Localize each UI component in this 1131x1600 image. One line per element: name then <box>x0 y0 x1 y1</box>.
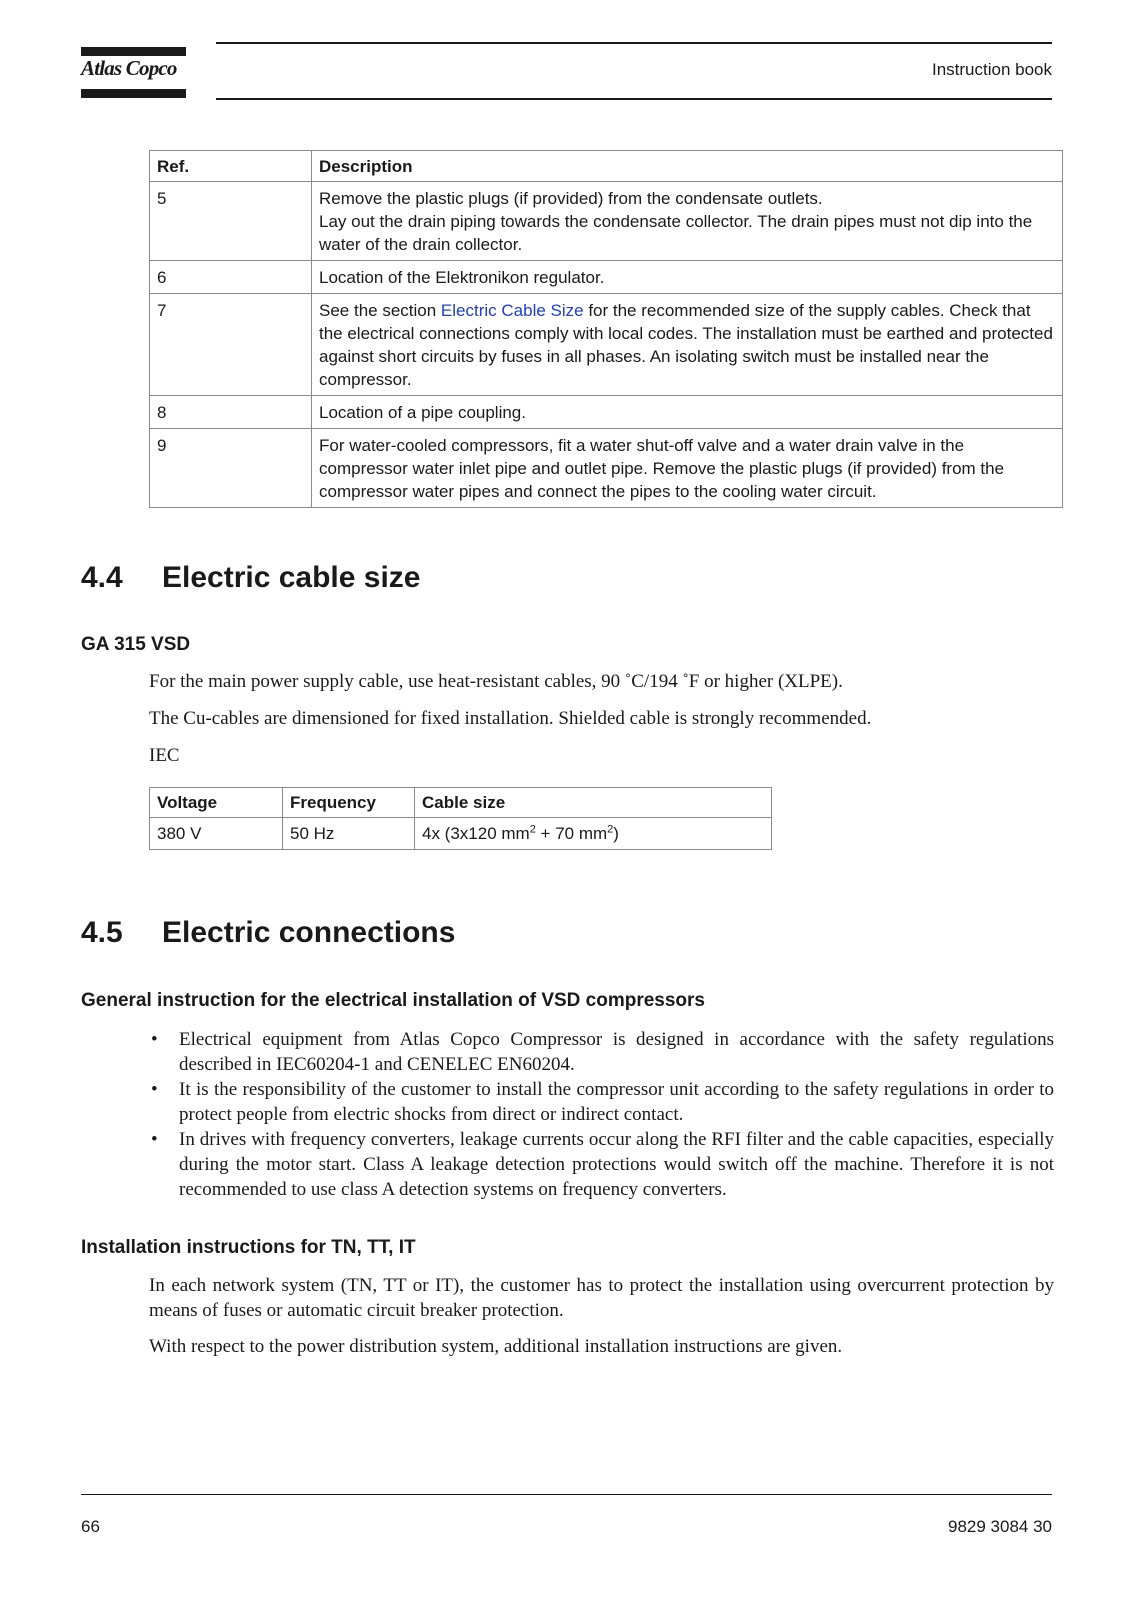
paragraph: The Cu-cables are dimensioned for fixed installation. Shielded cable is strongly recommended. <box>149 708 872 729</box>
paragraph: IEC <box>149 745 180 766</box>
table-row <box>150 261 1063 294</box>
logo-bottom-bar <box>81 89 186 98</box>
section-title: Electric connections <box>162 916 456 949</box>
description-text: See the section <box>319 301 441 320</box>
header-rule-bottom <box>216 98 1052 100</box>
document-number: 9829 3084 30 <box>948 1517 1052 1536</box>
section-number: 4.5 <box>81 916 123 949</box>
cable-size-text: 4x (3x120 mm <box>422 824 530 843</box>
cable-size-text: ) <box>613 824 619 843</box>
paragraph: With respect to the power distribution system, additional installation instructions are given. <box>149 1336 843 1357</box>
superscript: 2 <box>607 823 614 836</box>
section-title: Electric cable size <box>162 561 421 594</box>
table-row <box>150 182 1063 261</box>
list-item <box>149 1077 1054 1127</box>
ref-cell: 8 <box>150 396 312 429</box>
voltage-column-header: Voltage <box>150 788 283 818</box>
frequency-column-header: Frequency <box>283 788 415 818</box>
cable-size-column-header: Cable size <box>415 788 772 818</box>
ref-cell: 6 <box>150 261 312 294</box>
logo-top-bar <box>81 47 186 56</box>
bullet-icon: • <box>151 1029 158 1050</box>
ref-cell: 9 <box>150 429 312 508</box>
ref-column-header: Ref. <box>150 151 312 182</box>
list-item <box>149 1027 1054 1077</box>
reference-table <box>149 150 1063 508</box>
description-cell <box>312 182 1063 261</box>
bullet-list <box>149 1027 1054 1202</box>
table-header-row <box>150 151 1063 182</box>
description-cell <box>312 294 1063 396</box>
bullet-icon: • <box>151 1129 158 1150</box>
table-row <box>150 294 1063 396</box>
list-item-text: It is the responsibility of the customer to install the compressor unit according to the safety regulations in order to protect people from electric shocks from direct or indirect contact. <box>179 1079 1054 1125</box>
superscript: 2 <box>529 823 536 836</box>
section-heading-4-4 <box>81 561 421 595</box>
section-number: 4.4 <box>81 561 123 594</box>
cable-size-cell <box>415 818 772 850</box>
header-rule-top <box>216 42 1052 44</box>
table-row <box>150 818 772 850</box>
brand-logo: Atlas Copco <box>81 56 177 80</box>
ref-cell: 7 <box>150 294 312 396</box>
table-header-row <box>150 788 772 818</box>
subheading-ga-315-vsd: GA 315 VSD <box>81 634 191 655</box>
description-column-header: Description <box>312 151 1063 182</box>
description-line: Remove the plastic plugs (if provided) from the condensate outlets. <box>319 189 823 208</box>
list-item-text: Electrical equipment from Atlas Copco Compressor is designed in accordance with the safety regulations described in IEC60204-1 and CENELEC EN60204. <box>179 1029 1054 1075</box>
description-cell: For water-cooled compressors, fit a water shut-off valve and a water drain valve in the compressor water inlet pipe and outlet pipe. Remove the plastic plugs (if provided) from the compressor water pipes and connect the pipes to the cooling water circuit. <box>312 429 1063 508</box>
cable-size-table <box>149 787 772 850</box>
section-heading-4-5 <box>81 916 455 950</box>
header-title: Instruction book <box>931 60 1052 79</box>
list-item <box>149 1127 1054 1202</box>
list-item-text: In drives with frequency converters, leakage currents occur along the RFI filter and the cable capacities, especially during the motor start. Class A leakage detection protections would switch off the machine. Therefore it is not recommended to use class A detection systems on frequency converters. <box>179 1129 1054 1200</box>
table-row <box>150 429 1063 508</box>
footer-rule <box>81 1494 1052 1495</box>
subheading-installation-instructions: Installation instructions for TN, TT, IT <box>81 1237 416 1258</box>
bullet-icon: • <box>151 1079 158 1100</box>
subheading-general-instruction: General instruction for the electrical installation of VSD compressors <box>81 990 705 1011</box>
description-text: for the recommended size of the supply cables. Check that the electrical connections comply with local codes. The installation must be earthed and protected against short circuits by fuses in all phases. An isolating switch must be installed near the compressor. <box>319 301 1053 389</box>
description-cell: Location of the Elektronikon regulator. <box>312 261 1063 294</box>
description-cell: Location of a pipe coupling. <box>312 396 1063 429</box>
table-row <box>150 396 1063 429</box>
paragraph: For the main power supply cable, use heat-resistant cables, 90 ˚C/194 ˚F or higher (XLPE). <box>149 671 843 692</box>
description-line: Lay out the drain piping towards the condensate collector. The drain pipes must not dip into the water of the drain collector. <box>319 212 1033 254</box>
paragraph: In each network system (TN, TT or IT), the customer has to protect the installation using overcurrent protection by means of fuses or automatic circuit breaker protection. <box>149 1275 1054 1321</box>
page-number: 66 <box>81 1517 100 1536</box>
frequency-cell: 50 Hz <box>283 818 415 850</box>
electric-cable-size-link[interactable]: Electric Cable Size <box>440 301 584 320</box>
ref-cell: 5 <box>150 182 312 261</box>
voltage-cell: 380 V <box>150 818 283 850</box>
cable-size-text: + 70 mm <box>535 824 608 843</box>
